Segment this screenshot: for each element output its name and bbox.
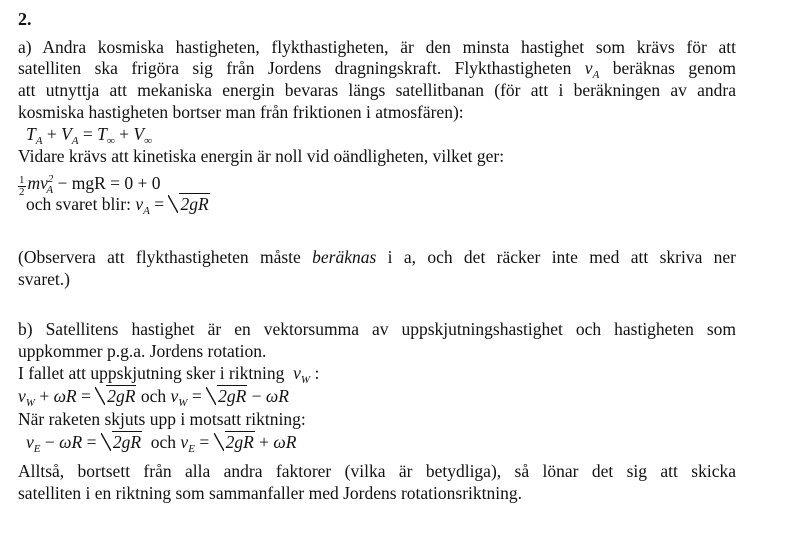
var-vw: $v_W$ : bbox=[288, 363, 320, 386]
eq-w-rendered: $v_W + \omega R = 2gR$ och $v_W = 2gR - \omega R$ bbox=[18, 386, 289, 409]
problem-number: 2. bbox=[18, 9, 32, 29]
part-a-line-2-post: beräknas genom bbox=[612, 58, 737, 78]
conclusion-line-2: satelliten i en riktning som sammanfaller med Jordens rotationsriktning. bbox=[18, 483, 522, 503]
note-line-2: svaret.) bbox=[18, 269, 70, 289]
part-b-line-2: uppkommer p.g.a. Jordens rotation. bbox=[18, 341, 267, 361]
part-b-line-3: I fallet att uppskjutning sker i riktning $v_W$ : bbox=[18, 363, 320, 386]
one-half-fraction: $\frac{1}{2}$ bbox=[19, 174, 25, 198]
note-line-1: (Observera att flykthastigheten måste beräknas i a, och det räcker inte med att skriva ner bbox=[18, 247, 737, 267]
part-a-line-2-pre: satelliten ska frigöra sig från Jordens dragningskraft. Flykthastigheten bbox=[18, 58, 572, 78]
answer-line bbox=[26, 193, 210, 222]
answer-label: och svaret blir: bbox=[26, 194, 131, 214]
emphasis-beraknas: beräknas bbox=[312, 247, 377, 267]
part-a-line-4: kosmiska hastigheten bortser man från friktionen i atmosfären): bbox=[18, 102, 464, 122]
conclusion-line-1: Alltså, bortsett från alla andra faktorer (vilka är betydliga), så lönar det sig att skicka bbox=[18, 461, 736, 481]
east-equation bbox=[26, 431, 296, 460]
eq-e-rendered: $v_E - \omega R = 2gR$ och $v_E = 2gR + \omega R$ bbox=[26, 432, 297, 455]
part-a-line-1: a) Andra kosmiska hastigheten, flykthastigheten, är den minsta hastighet som krävs för att bbox=[18, 37, 736, 57]
part-a-line-3: att utnyttja att mekaniska energin bevaras längs satellitbanan (för att i beräkningen av andra bbox=[18, 80, 736, 100]
part-a-line-5: Vidare krävs att kinetiska energin är noll vid oändligheten, vilket ger: bbox=[18, 146, 505, 166]
eq1-rendered: $T_A + V_A = T_\infty + V_\infty$ bbox=[26, 124, 152, 147]
var-va: $v_A$ bbox=[584, 58, 600, 81]
part-b-line-1: b) Satellitens hastighet är en vektorsumma av uppskjutningshastighet och hastigheten som bbox=[18, 319, 736, 339]
kinetic-equation: $\frac{1}{2}$ $mv^2_A$ − mgR = 0 + 0 bbox=[19, 173, 161, 198]
answer-equation: $v_A = 2gR$ bbox=[135, 194, 209, 217]
part-b-line-4: När raketen skjuts upp i motsatt riktning: bbox=[18, 409, 306, 429]
